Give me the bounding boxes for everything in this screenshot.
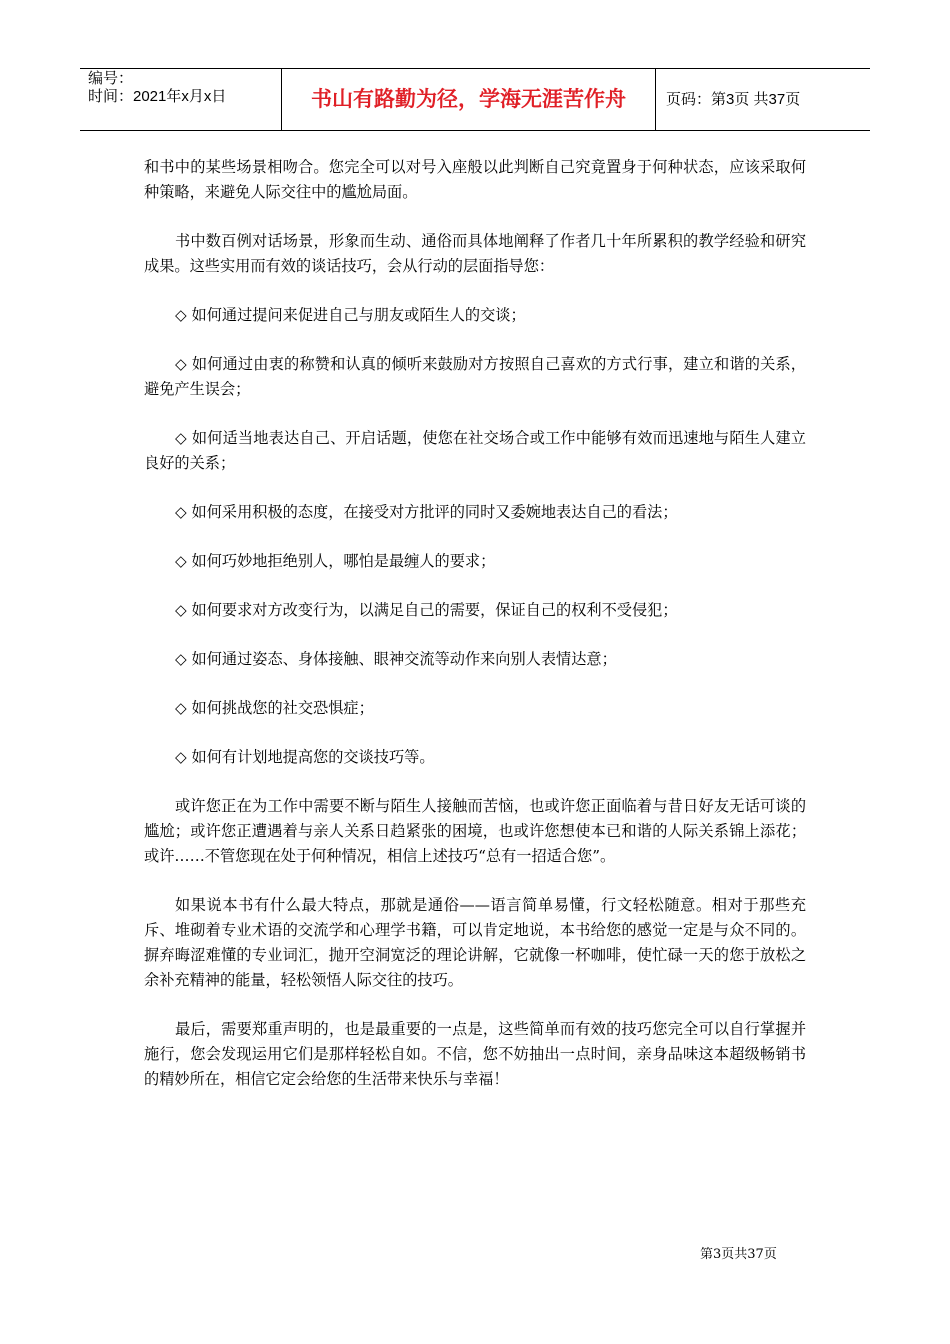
bullet-item: ◇ 如何巧妙地拒绝别人，哪怕是最缠人的要求； [175, 552, 496, 570]
time-label: 时间：2021年x月x日 [88, 88, 227, 105]
document-body [144, 155, 806, 1116]
bullet-item: ◇ 如何有计划地提高您的交谈技巧等。 [175, 748, 435, 766]
paragraph: 最后，需要郑重声明的，也是最重要的一点是，这些简单而有效的技巧您完全可以自行掌握并施行，您会发现运用它们是那样轻松自如。不信，您不妨抽出一点时间，亲身品味这本超级畅销书的精妙所在，相信它定会给您的生活带来快乐与幸福！ [144, 1020, 806, 1088]
page-header [80, 68, 870, 131]
paragraph: 和书中的某些场景相吻合。您完全可以对号入座般以此判断自己究竟置身于何种状态，应该采取何种策略，来避免人际交往中的尴尬局面。 [144, 158, 806, 201]
header-motto: 书山有路勤为径，学海无涯苦作舟 [282, 69, 656, 130]
bullet-item: ◇ 如何通过姿态、身体接触、眼神交流等动作来向别人表情达意； [175, 650, 617, 668]
bullet-item: ◇ 如何采用积极的态度，在接受对方批评的同时又委婉地表达自己的看法； [175, 503, 678, 521]
bullet-item: ◇ 如何挑战您的社交恐惧症； [175, 699, 374, 717]
header-page-info: 页码：第3页 共37页 [666, 91, 801, 108]
bullet-item: ◇ 如何要求对方改变行为，以满足自己的需要，保证自己的权利不受侵犯； [175, 601, 678, 619]
paragraph: 书中数百例对话场景，形象而生动、通俗而具体地阐释了作者几十年所累积的教学经验和研究成果。这些实用而有效的谈话技巧，会从行动的层面指导您： [144, 232, 806, 275]
bullet-item: ◇ 如何通过提问来促进自己与朋友或陌生人的交谈； [175, 306, 526, 324]
paragraph: 或许您正在为工作中需要不断与陌生人接触而苦恼，也或许您正面临着与昔日好友无话可谈的尴尬；或许您正遭遇着与亲人关系日趋紧张的困境，也或许您想使本已和谐的人际关系锦上添花；或许……不管您现在处于何种情况，相信上述技巧“总有一招适合您”。 [144, 797, 806, 865]
paragraph: 如果说本书有什么最大特点，那就是通俗——语言简单易懂，行文轻松随意。相对于那些充斥、堆砌着专业术语的交流学和心理学书籍，可以肯定地说，本书给您的感觉一定是与众不同的。摒弃晦涩难懂的专业词汇，抛开空洞宽泛的理论讲解，它就像一杯咖啡，使忙碌一天的您于放松之余补充精神的能量，轻松领悟人际交往的技巧。 [144, 896, 806, 989]
bullet-item: ◇ 如何适当地表达自己、开启话题，使您在社交场合或工作中能够有效而迅速地与陌生人建立良好的关系； [144, 429, 806, 472]
bullet-item: ◇ 如何通过由衷的称赞和认真的倾听来鼓励对方按照自己喜欢的方式行事，建立和谐的关系，避免产生误会； [144, 355, 806, 398]
page-footer: 第3页共37页 [700, 1247, 777, 1262]
number-label: 编号： [88, 70, 134, 87]
header-meta-cell [80, 69, 282, 130]
